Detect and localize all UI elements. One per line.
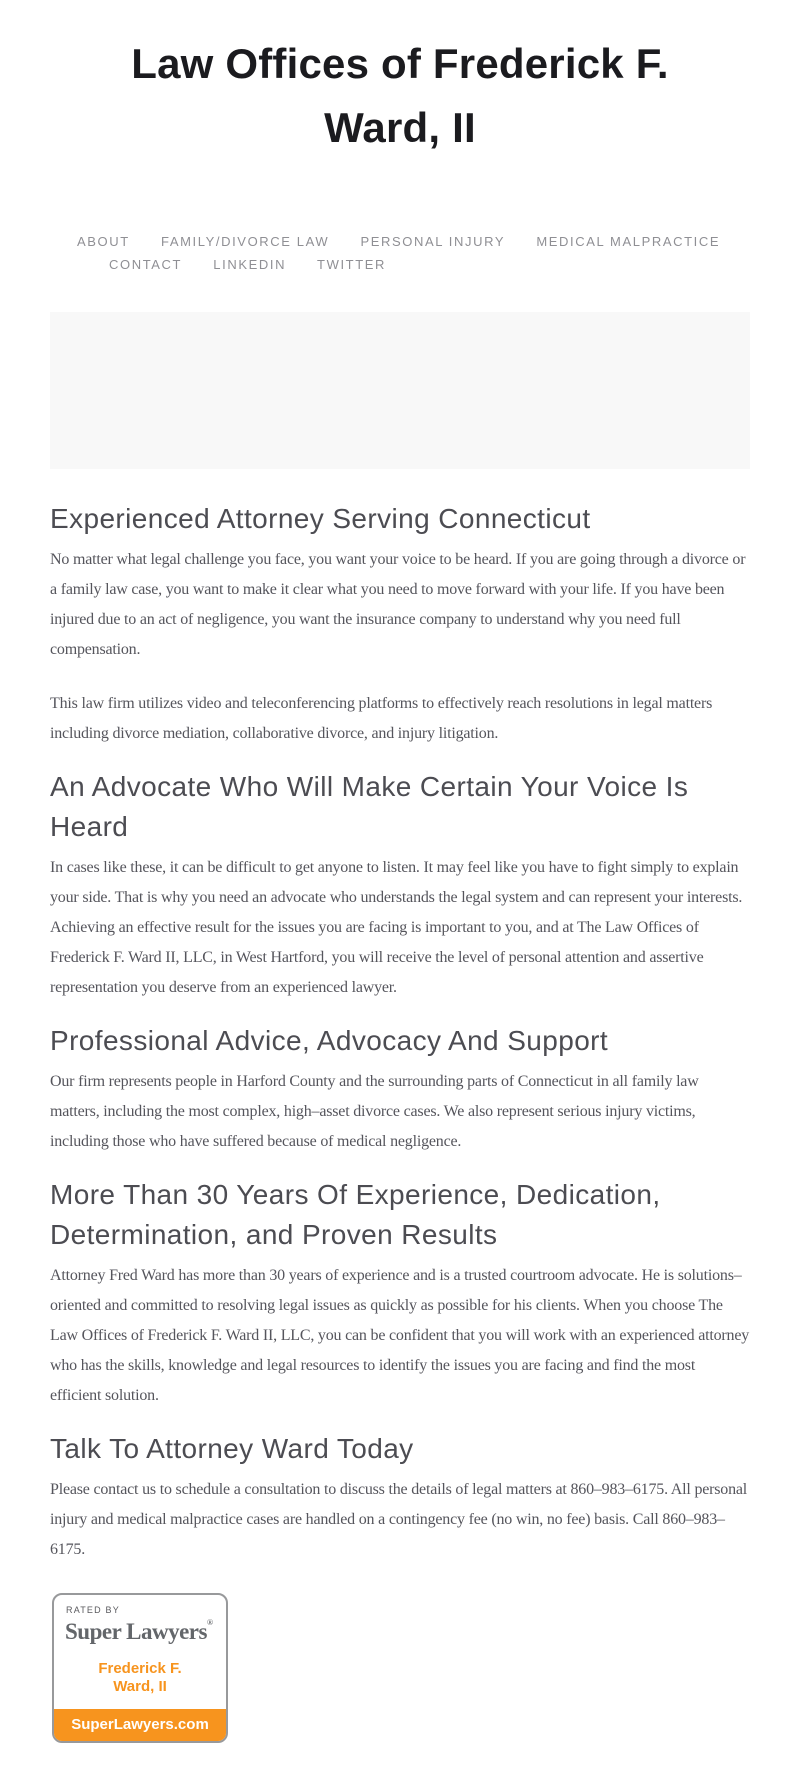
super-lawyers-badge[interactable] xyxy=(52,1593,228,1743)
nav-item-contact[interactable]: CONTACT xyxy=(109,257,183,272)
section-professional-advice xyxy=(50,1021,750,1157)
super-lawyers-logo-text: Super Lawyers xyxy=(65,1619,207,1644)
site-title-line-2: Ward, II xyxy=(324,104,476,151)
badge-attorney-name-line-1: Frederick F. xyxy=(98,1660,182,1677)
main-nav xyxy=(50,230,750,276)
nav-item-medical-malpractice[interactable]: MEDICAL MALPRACTICE xyxy=(536,234,721,249)
section-talk-to-attorney xyxy=(50,1429,750,1565)
badge-attorney-name xyxy=(54,1660,226,1696)
section-heading: An Advocate Who Will Make Certain Your Voice Is Heard xyxy=(50,771,689,842)
section-30-years-experience xyxy=(50,1175,750,1411)
paragraph: Please contact us to schedule a consultation to discuss the details of legal matters at 860–983–6175. All personal injury and medical malpractice cases are handled on a contingency fee (no win, no fee) basis. Call 860–983–6175. xyxy=(50,1481,748,1558)
section-heading: Talk To Attorney Ward Today xyxy=(50,1433,414,1464)
site-title-line-1: Law Offices of Frederick F. xyxy=(131,40,669,87)
nav-item-about[interactable]: ABOUT xyxy=(77,234,130,249)
super-lawyers-logo xyxy=(65,1618,218,1646)
nav-item-linkedin[interactable]: LINKEDIN xyxy=(213,257,287,272)
section-heading: Professional Advice, Advocacy And Support xyxy=(50,1025,609,1056)
registered-mark-icon: ® xyxy=(206,1618,213,1627)
badge-attorney-name-line-2: Ward, II xyxy=(113,1678,167,1695)
nav-item-personal-injury[interactable]: PERSONAL INJURY xyxy=(360,234,506,249)
hero-image-placeholder xyxy=(50,312,750,469)
section-heading: Experienced Attorney Serving Connecticut xyxy=(50,503,591,534)
paragraph: Our firm represents people in Harford County and the surrounding parts of Connecticut in all family law matters, including the most complex, high–asset divorce cases. We also represent serious injury victims, including those who have suffered because of medical negligence. xyxy=(50,1073,699,1150)
rated-by-label: RATED BY xyxy=(66,1605,120,1615)
site-title xyxy=(50,32,750,160)
superlawyers-link[interactable]: SuperLawyers.com xyxy=(54,1709,226,1741)
section-experienced-attorney xyxy=(50,499,750,749)
paragraph: This law firm utilizes video and teleconferencing platforms to effectively reach resolutions in legal matters including divorce mediation, collaborative divorce, and injury litigation. xyxy=(50,695,713,742)
nav-item-twitter[interactable]: TWITTER xyxy=(317,257,387,272)
paragraph: No matter what legal challenge you face, you want your voice to be heard. If you are going through a divorce or a family law case, you want to make it clear what you need to move forward with your life. If you have been injured due to an act of negligence, you want the insurance company to understand why you need full compensation. xyxy=(50,551,746,658)
page xyxy=(50,32,750,1743)
paragraph: Attorney Fred Ward has more than 30 years of experience and is a trusted courtroom advocate. He is solutions–oriented and committed to resolving legal issues as quickly as possible for his clients. When you choose The Law Offices of Frederick F. Ward II, LLC, you can be confident that you will work with an experienced attorney who has the skills, knowledge and legal resources to identify the issues you are facing and find the most efficient solution. xyxy=(50,1267,750,1404)
nav-item-family-divorce-law[interactable]: FAMILY/DIVORCE LAW xyxy=(161,234,330,249)
paragraph: In cases like these, it can be difficult to get anyone to listen. It may feel like you have to fight simply to explain your side. That is why you need an advocate who understands the legal system and can represent your interests. Achieving an effective result for the issues you are facing is important to you, and at The Law Offices of Frederick F. Ward II, LLC, in West Hartford, you will receive the level of personal attention and assertive representation you deserve from an experienced lawyer. xyxy=(50,859,743,996)
main-content xyxy=(50,499,750,1565)
section-heading: More Than 30 Years Of Experience, Dedication, Determination, and Proven Results xyxy=(50,1179,661,1250)
section-advocate-voice-heard xyxy=(50,767,750,1003)
